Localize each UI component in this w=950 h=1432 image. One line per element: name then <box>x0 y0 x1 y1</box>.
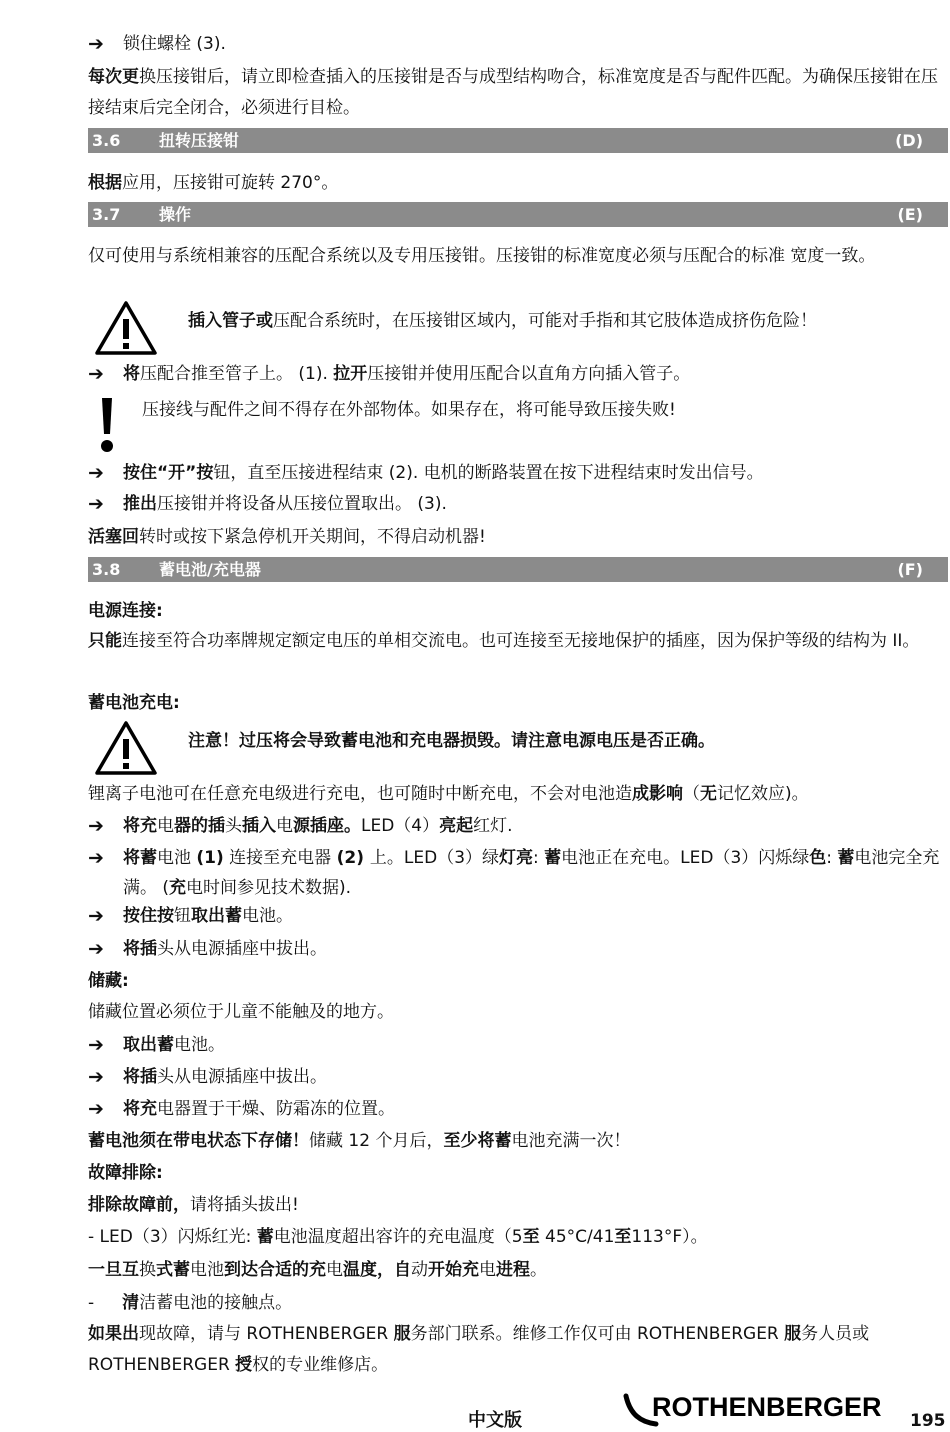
power-paragraph: 只能连接至符合功率牌规定额定电压的单相交流电。也可连接至无接地保护的插座，因为保护等级的结构为 II。 <box>88 631 920 651</box>
before-troubleshoot: 排除故障前，请将插头拔出! <box>88 1195 299 1215</box>
bullet-store-charger: ➔ 将充电器置于干燥、防霜冻的位置。 <box>88 1094 944 1124</box>
bullet-press-on: ➔ 按住“开”按钮，直至压接进程结束 (2). 电机的断路装置在按下进程结束时发出信号。 <box>88 458 944 488</box>
section-header-3-8: 3.8 蓄电池/充电器 (F) <box>88 557 948 582</box>
arrow-icon: ➔ <box>88 1066 104 1088</box>
bullet-connect-battery: ➔ 将蓄电池 (1) 连接至充电器 (2) 上。LED（3）绿灯亮: 蓄电池正在充电。LED（3）闪烁绿色: 蓄电池完全充满。 (充电时间参见技术数据). <box>88 843 944 903</box>
auto-charge-paragraph: 一旦互换式蓄电池到达合适的充电温度，自动开始充电进程。 <box>88 1260 547 1280</box>
arrow-icon: ➔ <box>88 493 104 515</box>
warning-triangle-icon <box>94 300 158 356</box>
arrow-icon: ➔ <box>88 363 104 385</box>
contact-service-paragraph: 如果出现故障，请与 ROTHENBERGER 服务部门联系。维修工作仅可由 ROTHENBERGER 服务人员或 ROTHENBERGER 授权的专业维修店。 <box>88 1324 870 1375</box>
bullet-plug-charger: ➔ 将充电器的插头插入电源插座。LED（4）亮起红灯. <box>88 811 944 841</box>
clean-contacts: - 清洁蓄电池的接触点。 <box>88 1293 293 1313</box>
arrow-icon: ➔ <box>88 938 104 960</box>
page-number: 195 <box>910 1411 946 1431</box>
logo-text: ROTHENBERGER <box>652 1392 882 1422</box>
arrow-icon: ➔ <box>88 1034 104 1056</box>
pinch-warning: 插入管子或压配合系统时，在压接钳区域内，可能对手指和其它肢体造成挤伤危险！ <box>188 311 817 331</box>
subheading-power: 电源连接: <box>88 601 163 621</box>
store-charged-paragraph: 蓄电池须在带电状态下存储！储藏 12 个月后，至少将蓄电池充满一次！ <box>88 1131 631 1151</box>
subheading-troubleshooting: 故障排除: <box>88 1163 163 1183</box>
footer-language: 中文版 <box>468 1410 522 1431</box>
subheading-charging: 蓄电池充电: <box>88 693 180 713</box>
arrow-icon: ➔ <box>88 1098 104 1120</box>
arrow-icon: ➔ <box>88 462 104 484</box>
operation-intro: 仅可使用与系统相兼容的压配合系统以及专用压接钳。压接钳的标准宽度必须与压配合的标准 宽度一致。 <box>88 246 876 266</box>
check-paragraph: 每次更换压接钳后，请立即检查插入的压接钳是否与成型结构吻合，标准宽度是否与配件匹配。为确保压接钳在压接结束后完全闭合，必须进行目检。 <box>88 67 938 118</box>
arrow-icon: ➔ <box>88 847 104 869</box>
overvoltage-caution: 注意！过压将会导致蓄电池和充电器损毁。请注意电源电压是否正确。 <box>188 731 715 751</box>
liion-paragraph: 锂离子电池可在任意充电级进行充电，也可随时中断充电，不会对电池造成影响（无记忆效应)。 <box>88 784 809 804</box>
notice-foreign-objects: 压接线与配件之间不得存在外部物体。如果存在，将可能导致压接失败! <box>142 400 676 420</box>
section-header-3-7: 3.7 操作 (E) <box>88 202 948 227</box>
subheading-storage: 储藏: <box>88 971 129 991</box>
arrow-icon: ➔ <box>88 815 104 837</box>
bullet-unplug: ➔ 将插头从电源插座中拔出。 <box>88 934 944 964</box>
rothenberger-logo <box>622 1388 894 1428</box>
arrow-icon: ➔ <box>88 905 104 927</box>
bullet-remove-jaw: ➔ 推出压接钳并将设备从压接位置取出。 (3). <box>88 489 944 519</box>
bullet-unplug-storage: ➔ 将插头从电源插座中拔出。 <box>88 1062 944 1092</box>
led-blink-red: - LED（3）闪烁红光: 蓄电池温度超出容许的充电温度（5至 45°C/41至113°F）。 <box>88 1227 708 1247</box>
section-header-3-6: 3.6 扭转压接钳 (D) <box>88 128 948 153</box>
bullet-take-out-battery: ➔ 取出蓄电池。 <box>88 1030 944 1060</box>
bullet-remove-battery: ➔ 按住按钮取出蓄电池。 <box>88 901 944 931</box>
bullet-lock-bolt: ➔ 锁住螺栓 (3). <box>88 29 944 59</box>
piston-paragraph: 活塞回转时或按下紧急停机开关期间，不得启动机器! <box>88 527 486 547</box>
arrow-icon: ➔ <box>88 33 104 55</box>
bullet-push-fitting: ➔ 将压配合推至管子上。 (1). 拉开压接钳并使用压配合以直角方向插入管子。 <box>88 359 944 389</box>
rotate-paragraph: 根据应用，压接钳可旋转 270°。 <box>88 173 339 193</box>
warning-triangle-icon <box>94 720 158 776</box>
exclamation-icon <box>98 396 116 454</box>
storage-paragraph: 储藏位置必须位于儿童不能触及的地方。 <box>88 1002 394 1022</box>
